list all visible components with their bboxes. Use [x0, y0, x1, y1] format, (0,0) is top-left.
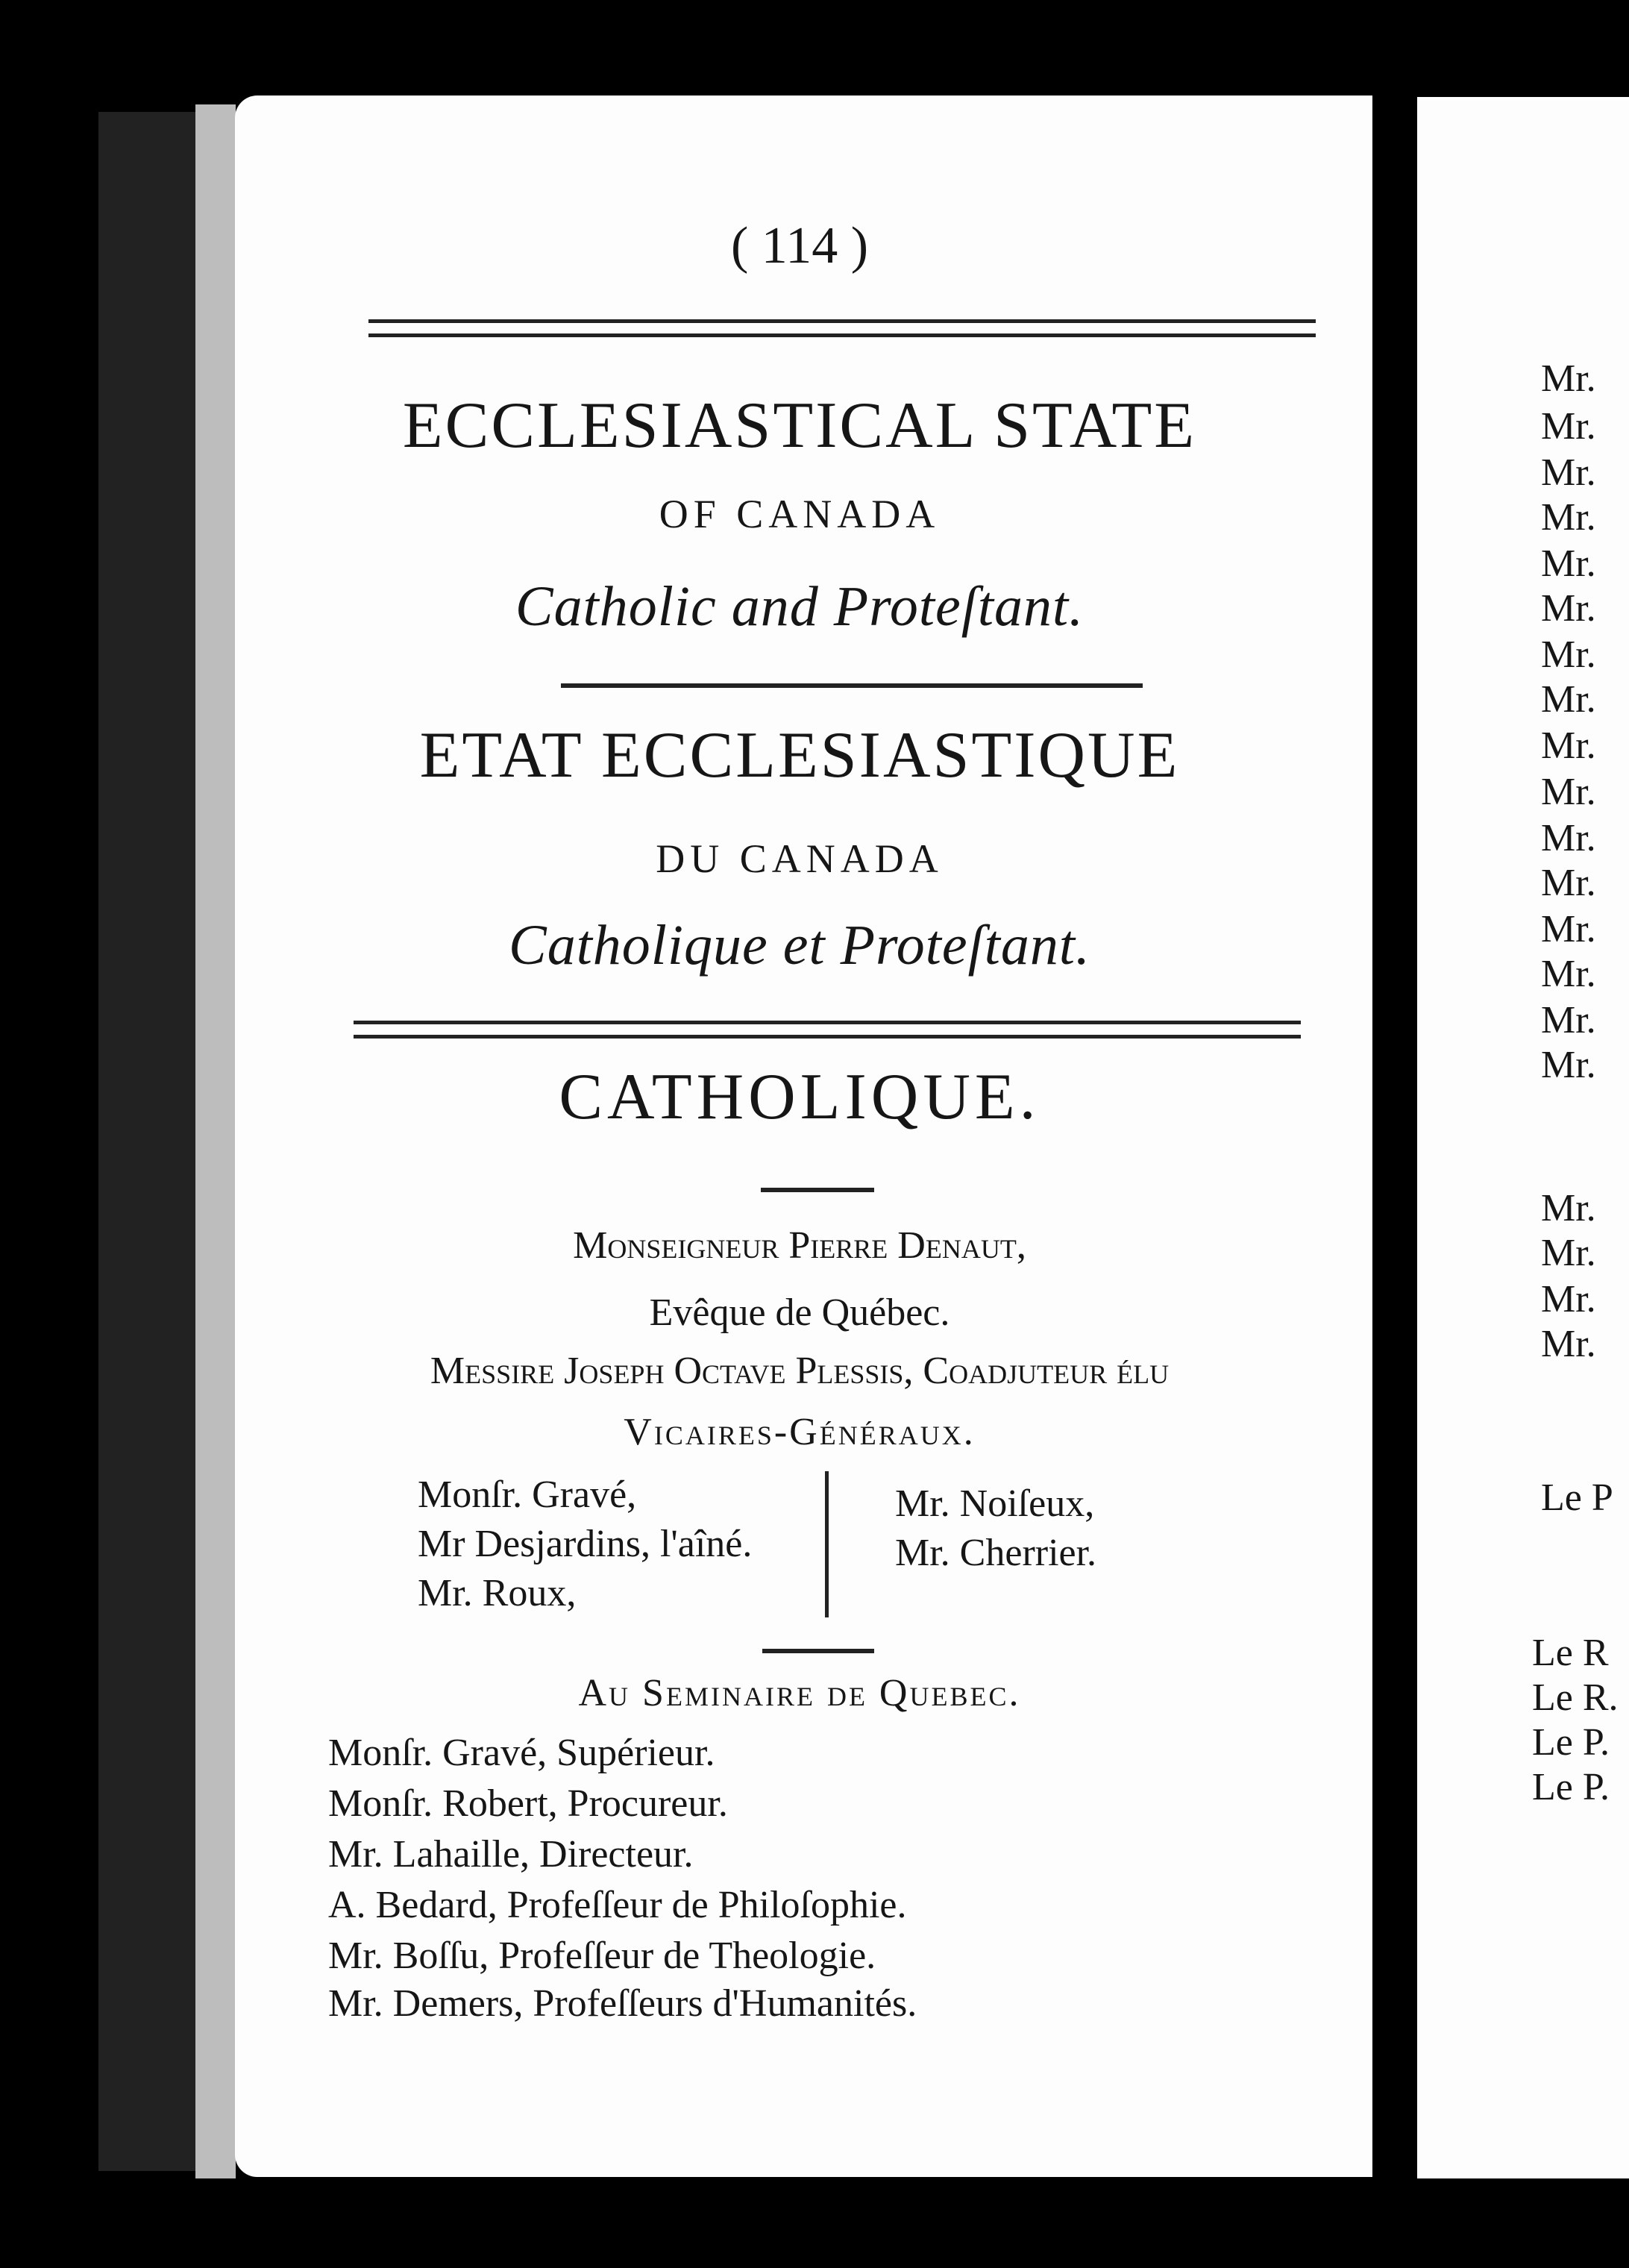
- page-number: ( 114 ): [731, 217, 869, 275]
- heading-french-title: ETAT ECCLESIASTIQUE: [419, 719, 1180, 792]
- right-fragment: Mr.: [1541, 953, 1596, 995]
- heading-french-subtitle: DU CANADA: [656, 836, 944, 881]
- right-fragment: Mr.: [1541, 1044, 1596, 1086]
- heading-english-subtitle: OF CANADA: [659, 492, 941, 536]
- right-fragment: Mr.: [1541, 496, 1596, 539]
- heading-english-title: ECCLESIASTICAL STATE: [402, 389, 1197, 462]
- right-fragment: Mr.: [1541, 817, 1596, 859]
- seminary-divider-rule: [762, 1649, 874, 1653]
- right-fragment: Mr.: [1541, 724, 1596, 767]
- coadjutor-line: Meſſire Joseph Octave Plessis, Coadjuteur élu: [430, 1350, 1170, 1392]
- right-fragment: Mr.: [1541, 542, 1596, 585]
- short-divider-rule: [761, 1188, 874, 1192]
- seminary-heading: Au Seminaire de Quebec.: [578, 1672, 1021, 1714]
- seminary-staff-1: Monſr. Gravé, Supérieur.: [328, 1732, 715, 1774]
- right-fragment: Mr.: [1541, 587, 1596, 630]
- section-title: CATHOLIQUE.: [559, 1061, 1041, 1133]
- right-fragment: Mr.: [1541, 771, 1596, 813]
- right-fragment: Le P.: [1532, 1766, 1610, 1808]
- top-double-rule: [368, 319, 1316, 337]
- right-fragment: Mr.: [1541, 405, 1596, 448]
- right-fragment: Mr.: [1541, 678, 1596, 721]
- right-fragment: Mr.: [1541, 357, 1596, 400]
- seminary-staff-2: Monſr. Robert, Procureur.: [328, 1782, 728, 1825]
- vicar-left-1: Monſr. Gravé,: [418, 1473, 637, 1516]
- right-fragment: Le P.: [1532, 1721, 1610, 1764]
- seminary-staff-6: Mr. Demers, Profeſſeurs d'Humanités.: [328, 1982, 917, 2025]
- seminary-staff-5: Mr. Boſſu, Profeſſeur de Theologie.: [328, 1935, 876, 1977]
- right-fragment: Le P: [1541, 1476, 1613, 1519]
- right-fragment: Mr.: [1541, 633, 1596, 676]
- bishop-name: Monſeigneur Pierre Denaut,: [573, 1224, 1026, 1267]
- vicar-left-2: Mr Desjardins, l'aîné.: [418, 1523, 753, 1565]
- right-fragment: Mr.: [1541, 1323, 1596, 1365]
- right-fragment: Mr.: [1541, 862, 1596, 904]
- right-fragment: Mr.: [1541, 1187, 1596, 1229]
- seminary-staff-3: Mr. Lahaille, Directeur.: [328, 1833, 694, 1876]
- right-fragment: Le R.: [1532, 1676, 1619, 1719]
- vicars-heading: Vicaires-Généraux.: [624, 1411, 976, 1453]
- heading-divider-rule: [561, 683, 1143, 688]
- right-fragment: Mr.: [1541, 451, 1596, 494]
- heading-english-italic: Catholic and Proteſtant.: [515, 575, 1085, 638]
- right-fragment: Mr.: [1541, 1232, 1596, 1274]
- vicar-left-3: Mr. Roux,: [418, 1572, 577, 1614]
- vicar-right-2: Mr. Cherrier.: [895, 1532, 1097, 1574]
- right-fragment: Mr.: [1541, 1278, 1596, 1321]
- seminary-staff-4: A. Bedard, Profeſſeur de Philoſophie.: [328, 1884, 907, 1926]
- bishop-title: Evêque de Québec.: [649, 1291, 950, 1334]
- right-fragment: Mr.: [1541, 999, 1596, 1041]
- right-fragment: Le R: [1532, 1632, 1609, 1674]
- section-double-rule: [354, 1021, 1301, 1039]
- heading-french-italic: Catholique et Proteſtant.: [509, 914, 1090, 977]
- vicars-column-divider: [825, 1471, 829, 1617]
- vicar-right-1: Mr. Noiſeux,: [895, 1482, 1095, 1525]
- right-fragment: Mr.: [1541, 908, 1596, 950]
